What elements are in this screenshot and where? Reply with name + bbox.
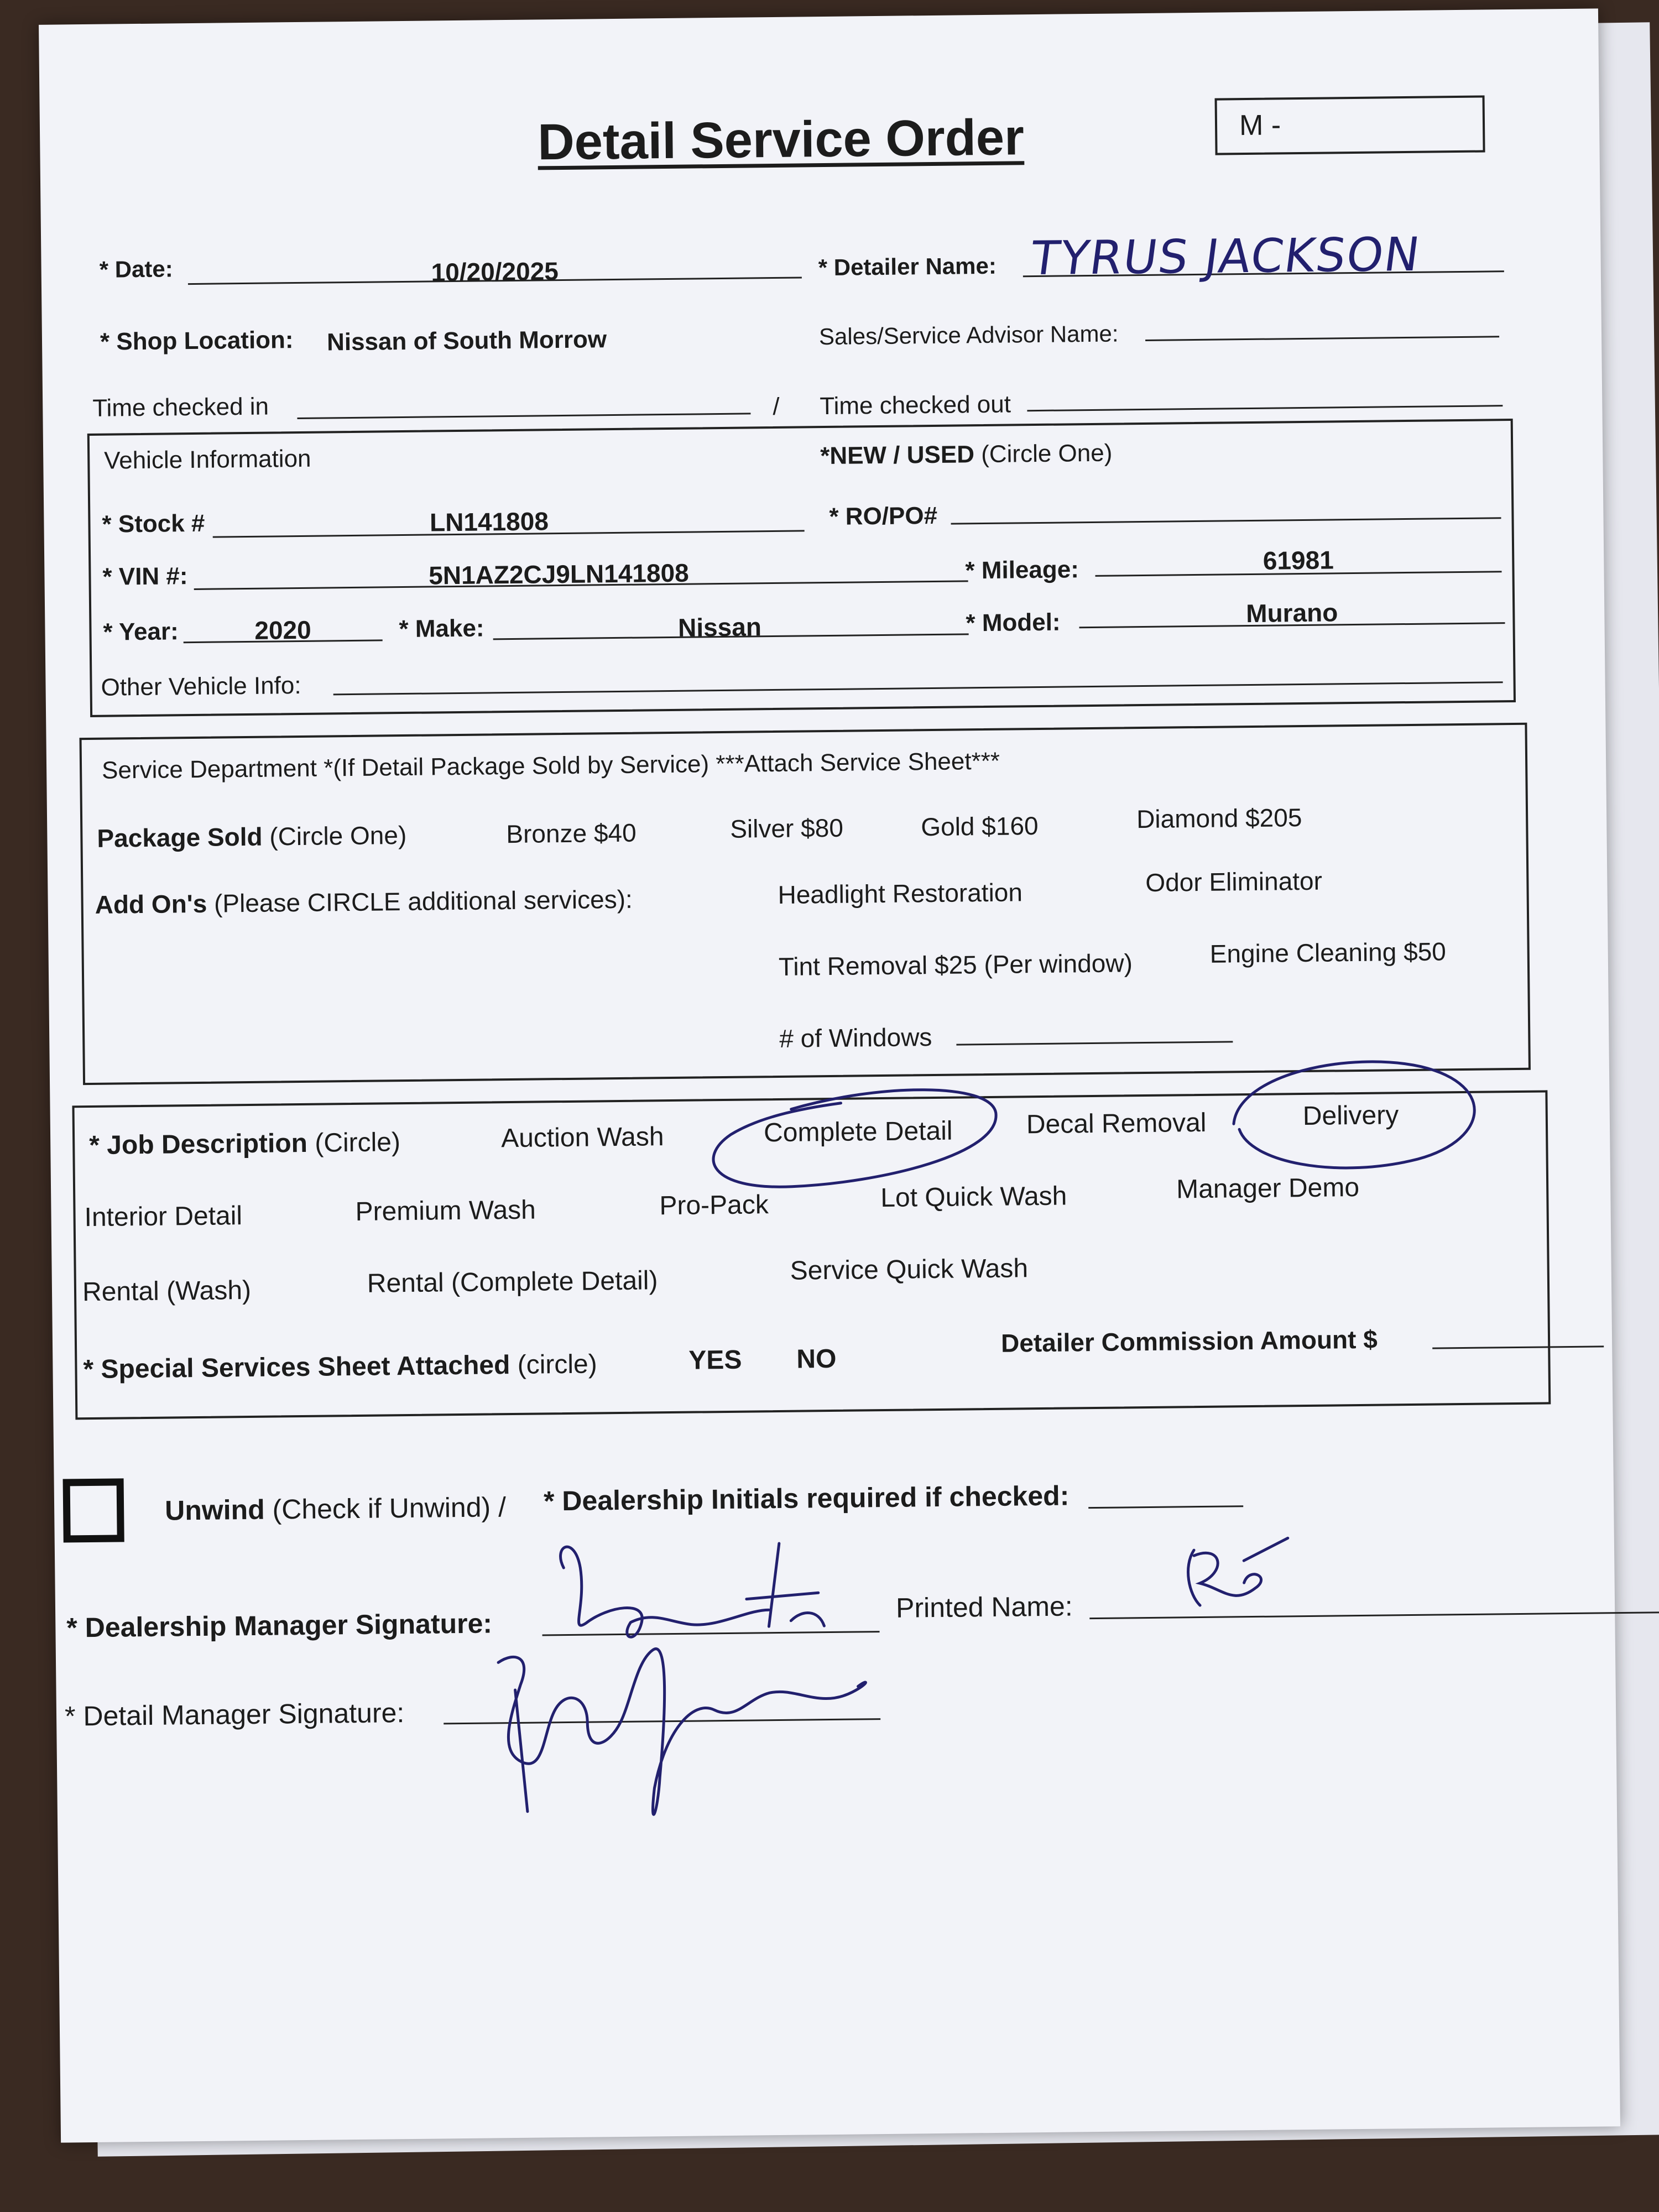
shop-location-value: Nissan of South Morrow xyxy=(326,326,607,356)
add-ons-bold: Add On's xyxy=(95,889,207,919)
time-separator: / xyxy=(773,393,780,421)
package-sold-note: (Circle One) xyxy=(269,820,407,851)
form-title: Detail Service Order xyxy=(537,109,1025,171)
add-ons-note: (Please CIRCLE additional services): xyxy=(213,884,633,918)
addon-headlight-restoration[interactable]: Headlight Restoration xyxy=(778,878,1023,909)
vehicle-info-label: Vehicle Information xyxy=(104,445,311,474)
unwind-bold: Unwind xyxy=(164,1494,265,1526)
order-number-label: M - xyxy=(1239,109,1281,142)
date-label: * Date: xyxy=(99,255,173,283)
year-value: 2020 xyxy=(254,615,311,645)
special-services-bold: * Special Services Sheet Attached xyxy=(83,1350,510,1385)
shop-location-label: * Shop Location: xyxy=(100,326,294,356)
other-vehicle-info-label: Other Vehicle Info: xyxy=(101,671,301,701)
ro-po-label: * RO/PO# xyxy=(829,502,938,530)
job-delivery[interactable]: Delivery xyxy=(1302,1100,1399,1131)
job-pro-pack[interactable]: Pro-Pack xyxy=(659,1190,769,1221)
detailer-name-label: * Detailer Name: xyxy=(818,252,997,281)
package-silver[interactable]: Silver $80 xyxy=(730,813,844,843)
commission-label: Detailer Commission Amount $ xyxy=(1000,1324,1378,1358)
mileage-value: 61981 xyxy=(1262,545,1334,575)
job-lot-quick-wash[interactable]: Lot Quick Wash xyxy=(880,1181,1067,1213)
job-auction-wash[interactable]: Auction Wash xyxy=(500,1122,664,1154)
addon-engine-cleaning[interactable]: Engine Cleaning $50 xyxy=(1209,937,1447,968)
detailer-name-handwritten: TYRUS JACKSON xyxy=(1027,227,1424,286)
package-sold-bold: Package Sold xyxy=(97,822,263,853)
printed-name-initials xyxy=(1188,1538,1288,1605)
addon-odor-eliminator[interactable]: Odor Eliminator xyxy=(1145,866,1323,897)
unwind-note: (Check if Unwind) / xyxy=(272,1491,507,1525)
time-in-label: Time checked in xyxy=(92,393,269,422)
detail-manager-signature-label: * Detail Manager Signature: xyxy=(64,1697,405,1732)
stock-label: * Stock # xyxy=(102,509,205,538)
time-out-label: Time checked out xyxy=(820,390,1011,420)
job-interior-detail[interactable]: Interior Detail xyxy=(84,1201,243,1233)
job-rental-complete-detail[interactable]: Rental (Complete Detail) xyxy=(367,1266,658,1298)
special-services-yes[interactable]: YES xyxy=(688,1345,742,1375)
job-service-quick-wash[interactable]: Service Quick Wash xyxy=(790,1254,1029,1286)
job-description-note: (Circle) xyxy=(315,1128,401,1158)
package-gold[interactable]: Gold $160 xyxy=(921,811,1039,842)
make-label: * Make: xyxy=(399,614,484,643)
special-services-no[interactable]: NO xyxy=(796,1344,837,1374)
vin-value: 5N1AZ2CJ9LN141808 xyxy=(428,558,689,590)
mileage-label: * Mileage: xyxy=(965,556,1079,585)
addon-tint-removal[interactable]: Tint Removal $25 (Per window) xyxy=(778,948,1133,981)
year-label: * Year: xyxy=(103,618,179,646)
dealership-manager-signature-label: * Dealership Manager Signature: xyxy=(66,1608,493,1644)
windows-count-label: # of Windows xyxy=(779,1022,932,1053)
make-value: Nissan xyxy=(677,612,762,642)
job-description-bold: * Job Description xyxy=(88,1128,308,1161)
package-bronze[interactable]: Bronze $40 xyxy=(506,818,637,849)
special-services-note: (circle) xyxy=(517,1349,597,1380)
complete-detail-circle xyxy=(713,1089,997,1187)
package-diamond[interactable]: Diamond $205 xyxy=(1136,803,1302,834)
model-label: * Model: xyxy=(966,608,1061,637)
job-decal-removal[interactable]: Decal Removal xyxy=(1026,1108,1207,1140)
stock-value: LN141808 xyxy=(429,507,549,537)
dealership-manager-signature xyxy=(560,1543,824,1637)
vin-label: * VIN #: xyxy=(102,562,188,591)
printed-name-label: Printed Name: xyxy=(895,1590,1073,1624)
service-order-form xyxy=(39,8,1620,2142)
detail-manager-signature xyxy=(498,1647,867,1817)
job-premium-wash[interactable]: Premium Wash xyxy=(355,1195,536,1227)
date-value: 10/20/2025 xyxy=(431,257,559,287)
ink-annotations xyxy=(39,8,1620,2142)
job-complete-detail[interactable]: Complete Detail xyxy=(763,1116,953,1148)
delivery-circle xyxy=(1233,1061,1475,1169)
job-manager-demo[interactable]: Manager Demo xyxy=(1176,1172,1360,1204)
new-used-label: *NEW / USED xyxy=(820,441,975,470)
job-rental-wash[interactable]: Rental (Wash) xyxy=(82,1275,252,1307)
service-department-header: Service Department *(If Detail Package Sold by Service) ***Attach Service Sheet*** xyxy=(101,747,1000,784)
advisor-name-label: Sales/Service Advisor Name: xyxy=(818,320,1119,350)
model-value: Murano xyxy=(1245,598,1338,628)
new-used-note: (Circle One) xyxy=(980,439,1113,468)
dealership-initials-label: * Dealership Initials required if checked: xyxy=(543,1480,1070,1517)
